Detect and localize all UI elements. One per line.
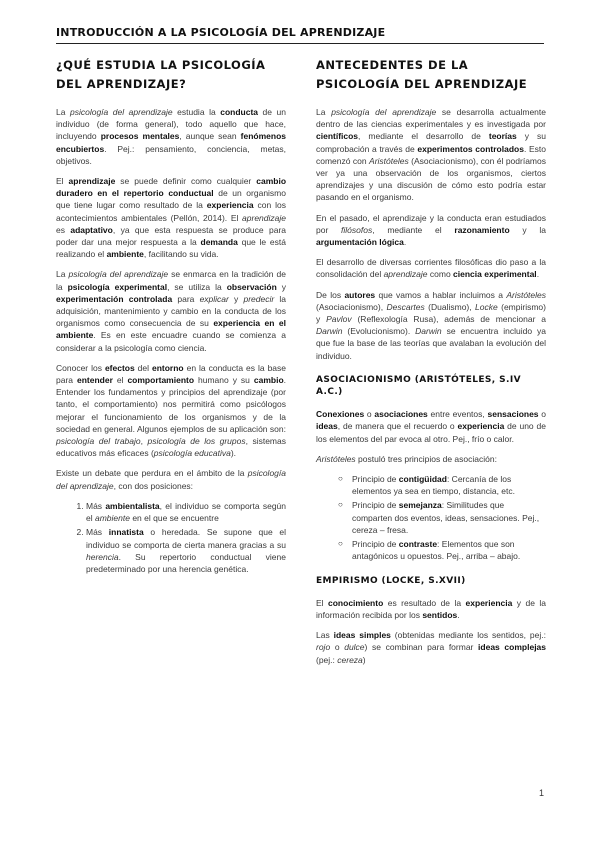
list-item [338, 538, 546, 562]
list-item-text: Principio de semejanza: Similitudes que comparten dos eventos, ideas, sensaciones. Pej., cereza – fresa. [352, 500, 540, 535]
circle-bullet-icon: ○ [338, 539, 343, 549]
section-heading-antecedentes: ANTECEDENTES DE LA PSICOLOGÍA DEL APRENDIZAJE [316, 58, 528, 91]
paragraph: Las ideas simples (obtenidas mediante los sentidos, pej.: rojo o dulce) se combinan para formar ideas complejas (pej.: cereza) [316, 630, 547, 665]
paragraph: El conocimiento es resultado de la experiencia y de la información recibida por los sentidos. [316, 597, 546, 620]
subheading-empirismo: EMPIRISMO (LOCKE, S.XVII) [316, 575, 466, 586]
title-underline [56, 43, 544, 44]
positions-list [56, 500, 286, 575]
document-title: INTRODUCCIÓN A LA PSICOLOGÍA DEL APRENDIZAJE [56, 26, 386, 39]
section-heading-que-estudia: ¿QUÉ ESTUDIA LA PSICOLOGÍA DEL APRENDIZAJE? [56, 58, 266, 91]
paragraph: Conocer los efectos del entorno en la conducta es la base para entender el comportamiento humano y su cambio. Entender los fundamentos y principios del aprendizaje (por tanto, el comportamiento) nos permitirá como psicólogos mejorar el funcionamiento de los organismos y de la sociedad en general. Algunos ejemplos de su aplicación son: psicología del trabajo, psicología de los grupos, sistemas educativos más eficaces (psicología educativa). [56, 362, 287, 459]
paragraph: Conexiones o asociaciones entre eventos, sensaciones o ideas, de manera que el recuerdo o experiencia de uno de los elementos del par evoca al otro. Pej., frío o calor. [316, 409, 546, 444]
paragraph: Aristóteles postuló tres principios de asociación: [316, 453, 497, 464]
right-column [316, 56, 546, 674]
list-item-text: Principio de contigüidad: Cercanía de los elementos ya sea en tiempo, distancia, etc. [352, 474, 516, 497]
paragraph: De los autores que vamos a hablar incluimos a Aristóteles (Asociacionismo), Descartes (Dualismo), Locke (empirismo) y Pavlov (Reflexología Rusa), además de mencionar a Darwin (Evolucionismo). Darwin se encuentra incluido ya que fue la base de las teorías que avalaban la evolución del individuo. [316, 289, 546, 361]
left-column [56, 56, 286, 581]
subheading-asociacionismo: ASOCIACIONISMO (ARISTÓTELES, S.IV A.C.) [316, 374, 521, 398]
circle-bullet-icon: ○ [338, 500, 343, 510]
paragraph: La psicología del aprendizaje se enmarca en la tradición de la psicología experimental, se utiliza la observación y experimentación controlada para explicar y predecir la adquisición, mantenimiento y cambio en la conducta de los organismos como consecuencia de su experiencia en el ambiente. Es en este encuadre cuando se comienza a considerar a la psicología como ciencia. [56, 269, 286, 353]
paragraph: La psicología del aprendizaje estudia la conducta de un individuo (de forma general), todo aquello que hace, incluyendo procesos mentales, aunque sean fenómenos encubiertos. Pej.: pensamiento, conciencia, metas, objetivos. [56, 107, 286, 166]
list-item-text: Principio de contraste: Elementos que son antagónicos u opuestos. Pej., arriba – abajo. [352, 539, 521, 562]
list-item [338, 473, 546, 497]
circle-bullet-icon: ○ [338, 474, 343, 484]
paragraph: El aprendizaje se puede definir como cualquier cambio duradero en el repertorio conductual de un organismo que tiene lugar como resultado de la experiencia con los acontecimientos ambientales (Pellón, 2014). El aprendizaje es adaptativo, ya que esta respuesta se produce para poder dar una mejor respuesta a la demanda que le está realizando el ambiente, facilitando su vida. [56, 176, 287, 260]
paragraph: El desarrollo de diversas corrientes filosóficas dio paso a la consolidación del aprendizaje como ciencia experimental. [316, 257, 546, 280]
paragraph: La psicología del aprendizaje se desarrolla actualmente dentro de las ciencias experimentales y es investigada por científicos, mediante el desarrollo de teorías y su comprobación a través de experimentos controlados. Esto comenzó con Aristóteles (Asociacionismo), con él podríamos ver ya una observación de los organismos, ciertos aprendizajes y una discusión de cómo esto podría estar pasando en el organismo. [316, 107, 546, 203]
paragraph: Existe un debate que perdura en el ámbito de la psicología del aprendizaje, con dos posiciones: [56, 468, 286, 491]
principles-list [316, 473, 546, 562]
list-item: 1. Más ambientalista, el individuo se comporta según el ambiente en el que se encuentre [86, 500, 286, 524]
list-item: 2. Más innatista o heredada. Se supone que el individuo se comporta de cierta manera gracias a su herencia. Su repertorio conductual viene predeterminado por una herencia genética. [86, 526, 286, 575]
list-item [338, 499, 546, 536]
paragraph: En el pasado, el aprendizaje y la conducta eran estudiados por filósofos, mediante el razonamiento y la argumentación lógica. [316, 212, 547, 248]
page-number: 1 [538, 788, 544, 798]
